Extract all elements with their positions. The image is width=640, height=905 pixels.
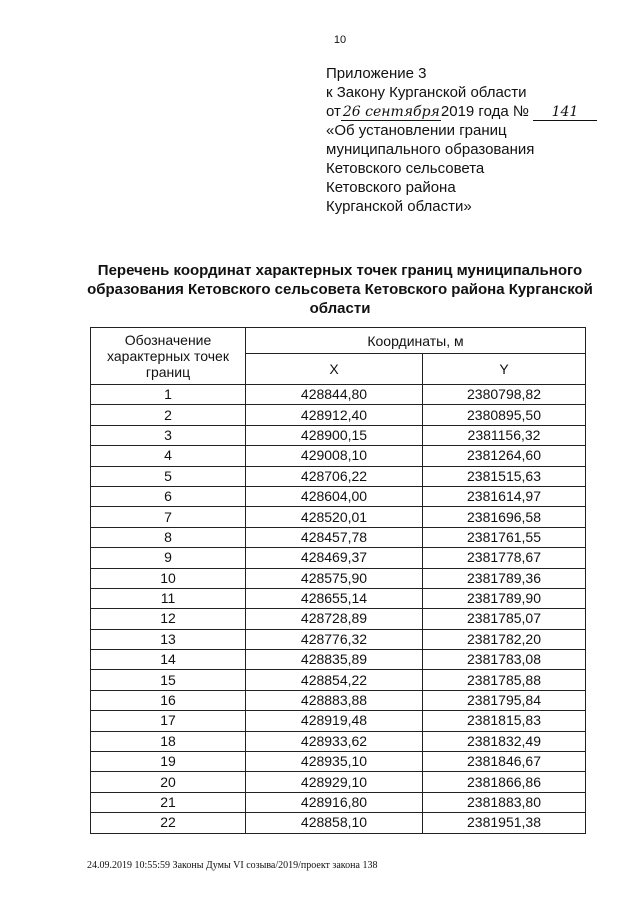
cell-point-id: 20: [91, 772, 246, 792]
cell-y: 2381951,38: [423, 813, 586, 833]
cell-point-id: 9: [91, 548, 246, 568]
cell-x: 428933,62: [246, 731, 423, 751]
cell-x: 428706,22: [246, 466, 423, 486]
cell-x: 428575,90: [246, 568, 423, 588]
table-row: [91, 813, 586, 833]
table-row: [91, 711, 586, 731]
law-name-line-5: Курганской области»: [326, 198, 472, 215]
cell-y: 2381778,67: [423, 548, 586, 568]
law-name-line-1: «Об установлении границ: [326, 122, 507, 139]
cell-point-id: 13: [91, 629, 246, 649]
document-title: Перечень координат характерных точек границ муниципального образования Кетовского сельсовета Кетовского района Курганской области: [87, 262, 593, 317]
cell-point-id: 6: [91, 486, 246, 506]
table-row: [91, 609, 586, 629]
cell-x: 428929,10: [246, 772, 423, 792]
cell-x: 428854,22: [246, 670, 423, 690]
cell-point-id: 18: [91, 731, 246, 751]
cell-point-id: 2: [91, 405, 246, 425]
table-row: [91, 629, 586, 649]
cell-y: 2381761,55: [423, 527, 586, 547]
header-coordinates: Координаты, м: [246, 328, 586, 354]
table-row: [91, 772, 586, 792]
cell-x: 429008,10: [246, 446, 423, 466]
cell-point-id: 21: [91, 792, 246, 812]
table-row: [91, 670, 586, 690]
cell-y: 2381783,08: [423, 650, 586, 670]
cell-point-id: 11: [91, 588, 246, 608]
cell-x: 428728,89: [246, 609, 423, 629]
cell-point-id: 19: [91, 752, 246, 772]
cell-point-id: 22: [91, 813, 246, 833]
cell-y: 2381782,20: [423, 629, 586, 649]
table-row: [91, 792, 586, 812]
footer-stamp: 24.09.2019 10:55:59 Законы Думы VI созыва/2019/проект закона 138: [87, 860, 378, 871]
appendix-date-line: [326, 102, 606, 121]
cell-point-id: 1: [91, 385, 246, 405]
cell-point-id: 10: [91, 568, 246, 588]
cell-y: 2381785,88: [423, 670, 586, 690]
cell-x: 428858,10: [246, 813, 423, 833]
cell-x: 428935,10: [246, 752, 423, 772]
cell-point-id: 3: [91, 425, 246, 445]
cell-point-id: 8: [91, 527, 246, 547]
appendix-title: Приложение 3: [326, 65, 427, 82]
cell-x: 428919,48: [246, 711, 423, 731]
cell-y: 2381815,83: [423, 711, 586, 731]
table-row: [91, 486, 586, 506]
cell-x: 428520,01: [246, 507, 423, 527]
cell-point-id: 5: [91, 466, 246, 486]
cell-y: 2381832,49: [423, 731, 586, 751]
table-row: [91, 548, 586, 568]
cell-point-id: 4: [91, 446, 246, 466]
cell-y: 2381789,36: [423, 568, 586, 588]
cell-y: 2381785,07: [423, 609, 586, 629]
year-suffix: 2019 года №: [440, 103, 529, 120]
cell-y: 2381614,97: [423, 486, 586, 506]
page-number: 10: [333, 34, 347, 46]
cell-y: 2381156,32: [423, 425, 586, 445]
cell-y: 2381795,84: [423, 690, 586, 710]
cell-x: 428916,80: [246, 792, 423, 812]
cell-point-id: 7: [91, 507, 246, 527]
law-name-line-3: Кетовского сельсовета: [326, 160, 485, 177]
table-row: [91, 466, 586, 486]
cell-y: 2381515,63: [423, 466, 586, 486]
table-row: [91, 527, 586, 547]
cell-x: 428469,37: [246, 548, 423, 568]
table-row: [91, 446, 586, 466]
handwritten-date: 26 сентября: [342, 104, 440, 120]
cell-point-id: 16: [91, 690, 246, 710]
cell-x: 428604,00: [246, 486, 423, 506]
header-point-id: Обозначение характерных точек границ: [91, 328, 246, 385]
table-row: [91, 507, 586, 527]
table-row: [91, 405, 586, 425]
cell-y: 2380798,82: [423, 385, 586, 405]
cell-y: 2381883,80: [423, 792, 586, 812]
table-row: [91, 752, 586, 772]
table-row: [91, 650, 586, 670]
cell-y: 2380895,50: [423, 405, 586, 425]
cell-x: 428844,80: [246, 385, 423, 405]
from-prefix: от: [326, 103, 341, 120]
table-row: [91, 568, 586, 588]
header-x: X: [246, 354, 423, 385]
table-row: [91, 425, 586, 445]
cell-point-id: 17: [91, 711, 246, 731]
cell-x: 428912,40: [246, 405, 423, 425]
cell-y: 2381789,90: [423, 588, 586, 608]
cell-y: 2381866,86: [423, 772, 586, 792]
coordinates-table: [90, 327, 586, 834]
cell-x: 428835,89: [246, 650, 423, 670]
law-name-line-2: муниципального образования: [326, 141, 535, 158]
cell-x: 428655,14: [246, 588, 423, 608]
cell-point-id: 14: [91, 650, 246, 670]
cell-y: 2381846,67: [423, 752, 586, 772]
table-row: [91, 385, 586, 405]
handwritten-number: 141: [533, 105, 597, 121]
appendix-law-ref: к Закону Курганской области: [326, 84, 527, 101]
appendix-block: [326, 64, 606, 216]
cell-x: 428776,32: [246, 629, 423, 649]
cell-point-id: 15: [91, 670, 246, 690]
table-row: [91, 690, 586, 710]
table-row: [91, 731, 586, 751]
cell-x: 428457,78: [246, 527, 423, 547]
table-row: [91, 588, 586, 608]
law-name-line-4: Кетовского района: [326, 179, 456, 196]
cell-point-id: 12: [91, 609, 246, 629]
cell-y: 2381264,60: [423, 446, 586, 466]
cell-y: 2381696,58: [423, 507, 586, 527]
cell-x: 428900,15: [246, 425, 423, 445]
cell-x: 428883,88: [246, 690, 423, 710]
header-y: Y: [423, 354, 586, 385]
